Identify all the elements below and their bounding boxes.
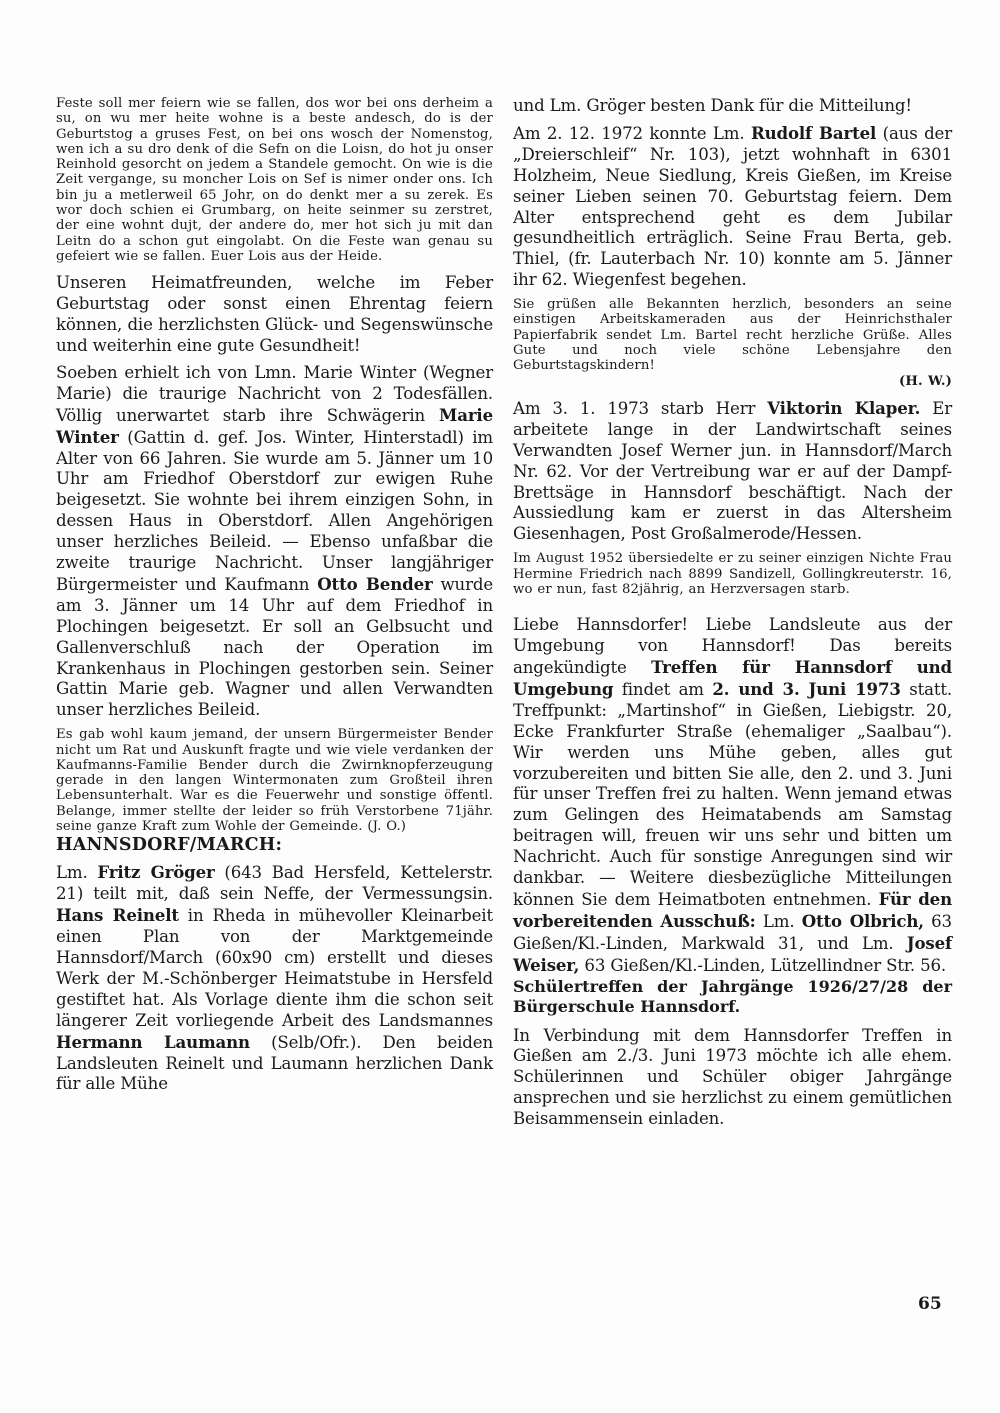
- bartel-birthday-paragraph: [513, 123, 952, 291]
- text-run: Sie grüßen alle Bekannten herzlich, besonders an seine einstigen Arbeitskameraden aus der Heinrichsthaler Papierfabrik sendet Lm. Bartel recht herzliche Grüße. Alles Gute und noch viele schöne Lebensjahre den Geburtstagskindern!: [513, 297, 952, 374]
- text-run: in Rheda in mühevoller Kleinarbeit einen Plan von der Marktgemeinde Hannsdorf/March (60x90 cm) erstellt und dieses Werk der M.-Schönberger Heimatstube in Hersfeld gestiftet hat. Als Vorlage diente ihm die schon seit längerer Zeit vorliegende Arbeit des Landsmannes: [56, 906, 493, 1030]
- right-column: [513, 96, 952, 1130]
- person-name: Hans Reinelt: [56, 905, 179, 926]
- text-run: (Gattin d. gef. Jos. Winter, Hinterstadl) im Alter von 66 Jahren. Sie wurde am 5. Jänner um 10 Uhr am Friedhof Oberstdorf zur ewigen Ruhe beigesetzt. Sie wohnte bei ihrem einzigen Sohn, in dessen Haus in Oberstdorf. Allen Angehörigen unser herzliches Beileid. — Ebenso unfaßbar die zweite traurige Nachricht. Unser langjähriger Bürgermeister und Kaufmann: [56, 427, 493, 594]
- school-reunion-paragraph: In Verbindung mit dem Hannsdorfer Treffen in Gießen am 2./3. Juni 1973 möchte ich alle ehem. Schülerinnen und Schüler obiger Jahrgänge ansprechen und sie herzlichst zu einem gemütlichen Beisammensein einladen.: [513, 1025, 952, 1129]
- person-name: Fritz Gröger: [97, 862, 215, 883]
- person-name: Rudolf Bartel: [750, 122, 877, 143]
- obituary-paragraph: [56, 363, 493, 721]
- person-name: Hermann Laumann: [56, 1031, 250, 1052]
- page-number: 65: [918, 1294, 942, 1314]
- klaper-details-paragraph: Im August 1952 übersiedelte er zu seiner einzigen Nichte Frau Hermine Friedrich nach 8899 Sandizell, Gollingkreuterstr. 16, wo er nun, fast 82jährig, an Herzversagen starb.: [513, 551, 952, 597]
- left-column: [56, 96, 493, 1095]
- text-run: wurde am 3. Jänner um 14 Uhr auf dem Friedhof in Plochingen beigesetzt. Er soll an Gelbsucht und Gallenverschluß nach der Operation im Krankenhaus in Plochingen gestorben sein. Seiner Gattin Marie geb. Wagner und allen Verwandten unser herzliches Beileid.: [56, 574, 494, 720]
- groeger-continued-paragraph: und Lm. Gröger besten Dank für die Mitteilung!: [513, 96, 912, 115]
- text-run: Lm.: [755, 911, 802, 931]
- committee-label: Für den vorbereitenden Ausschuß:: [513, 888, 953, 931]
- text-run: (643 Bad Hersfeld, Kettelerstr. 21) teilt mit, daß sein Neffe, der Vermessungsin.: [56, 863, 493, 904]
- school-reunion-heading: Schülertreffen der Jahrgänge 1926/27/28 der Bürgerschule Hannsdorf.: [513, 976, 952, 1016]
- meeting-announcement-paragraph: [513, 615, 952, 976]
- author-signature: (H. W.): [898, 373, 952, 389]
- text-run: Lm.: [56, 863, 98, 883]
- text-run: (Selb/Ofr.). Den beiden Landsleuten Reinelt und Laumann herzlichen Dank für alle Mühe: [56, 1032, 493, 1094]
- text-run: Am 3. 1. 1973 starb Herr: [513, 398, 768, 418]
- text-run: Liebe Hannsdorfer! Liebe Landsleute aus der Umgebung von Hannsdorf! Das bereits angekündigte: [513, 615, 952, 677]
- person-name: Otto Bender: [317, 573, 433, 594]
- text-run: Er arbeitete lange in der Landwirtschaft seines Verwandten Josef Werner jun. in Hannsdorf/March Nr. 62. Vor der Vertreibung war er auf der Dampf-Brettsäge in Hannsdorf beschäftigt. Nach der Aussiedlung kam er zuerst in das Altersheim Giesenhagen, Post Großalmerode/Hessen.: [513, 398, 952, 544]
- text-run: statt. Treffpunkt: „Martinshof“ in Gießen, Liebigstr. 20, Ecke Frankfurter Straße (ehemaliger „Saalbau“). Wir werden uns Mühe geben, alles gut vorzubereiten und bitten Sie alle, den 2. und 3. Juni für unser Treffen frei zu halten. Wenn jemand etwas zum Gelingen des Heimatabends am Samstag beitragen will, freuen wir uns sehr und bitten um Nachricht. Auch für sonstige Anregungen sind wir dankbar. — Weitere diesbezügliche Mitteilungen können Sie dem Heimatboten entnehmen.: [513, 679, 952, 909]
- bender-tribute-paragraph: Es gab wohl kaum jemand, der unsern Bürgermeister Bender nicht um Rat und Auskunft fragte und wie viele verdanken der Kaufmanns-Familie Bender durch die Zwirnknopferzeugung gerade in den langen Wintermonaten zum Großteil ihren Lebensunterhalt. War es die Feuerwehr und sonstige öffentl. Belange, immer stellte der leider so früh Verstorbene 71jähr. seine ganze Kraft zum Wohle der Gemeinde. (J. O.): [56, 727, 493, 835]
- text-run: (aus der „Dreierschleif“ Nr. 103), jetzt wohnhaft in 6301 Holzheim, Neue Siedlung, Kreis Gießen, im Kreise seiner Lieben seinen 70. Geburtstag feiern. Dem Alter entsprechend geht es dem Jubilar gesundheitlich erträglich. Seine Frau Berta, geb. Thiel, (fr. Lauterbach Nr. 10) konnte am 5. Jänner ihr 62. Wiegenfest begehen.: [513, 123, 952, 290]
- person-name: Otto Olbrich,: [801, 910, 924, 931]
- event-name: Treffen für Hannsdorf und Umgebung: [513, 656, 952, 699]
- text-run: 63 Gießen/Kl.-Linden, Lützellindner Str. 56.: [579, 955, 947, 975]
- groeger-paragraph: [56, 862, 493, 1095]
- text-run: findet am: [613, 679, 713, 699]
- text-run: Am 2. 12. 1972 konnte Lm.: [513, 123, 751, 143]
- person-name: Josef Weiser,: [513, 932, 952, 975]
- birthday-greeting-paragraph: Unseren Heimatfreunden, welche im Feber Geburtstag oder sonst einen Ehrentag feiern können, die herzlichsten Glück- und Segenswünsche und weiterhin eine gute Gesundheit!: [56, 273, 493, 355]
- text-run: 63 Gießen/Kl.-Linden, Markwald 31, und Lm.: [513, 911, 952, 953]
- section-heading: HANNSDORF/MARCH:: [56, 835, 283, 856]
- text-run: Soeben erhielt ich von Lmn. Marie Winter (Wegner Marie) die traurige Nachricht von 2 Todesfällen. Völlig unerwartet starb ihre Schwägerin: [56, 362, 493, 425]
- person-name: Marie Winter: [56, 404, 493, 447]
- person-name: Viktorin Klaper.: [767, 397, 921, 418]
- klaper-obituary-paragraph: [513, 398, 952, 545]
- event-date: 2. und 3. Juni 1973: [712, 678, 901, 699]
- bartel-greetings-paragraph: [513, 297, 952, 389]
- dialect-letter-paragraph: Feste soll mer feiern wie se fallen, dos wor bei ons derheim a su, on wu mer heite wohne is a beste andesch, do is der Geburtstog a gruses Fest, on bei ons wosch der Nomenstog, wen ich a su dro denk of die Sefn on die Loisn, do hot ju onser Reinhold gesorcht on jedem a Standele gemocht. On wie is die Zeit vergange, su moncher Lois on Sef is nimer onder ons. Ich bin ju a metlerweil 65 Johr, on do denkt mer a su zerek. Es wor doch schien ei Grumbarg, on heite seinmer su zerstret, der eine wohnt dujt, der andere do, mer hot sich ju mit dan Leitn do a schon gut eingolabt. On die Feste wan genau su gefeiert wie se fallen. Euer Lois aus der Heide.: [56, 96, 493, 264]
